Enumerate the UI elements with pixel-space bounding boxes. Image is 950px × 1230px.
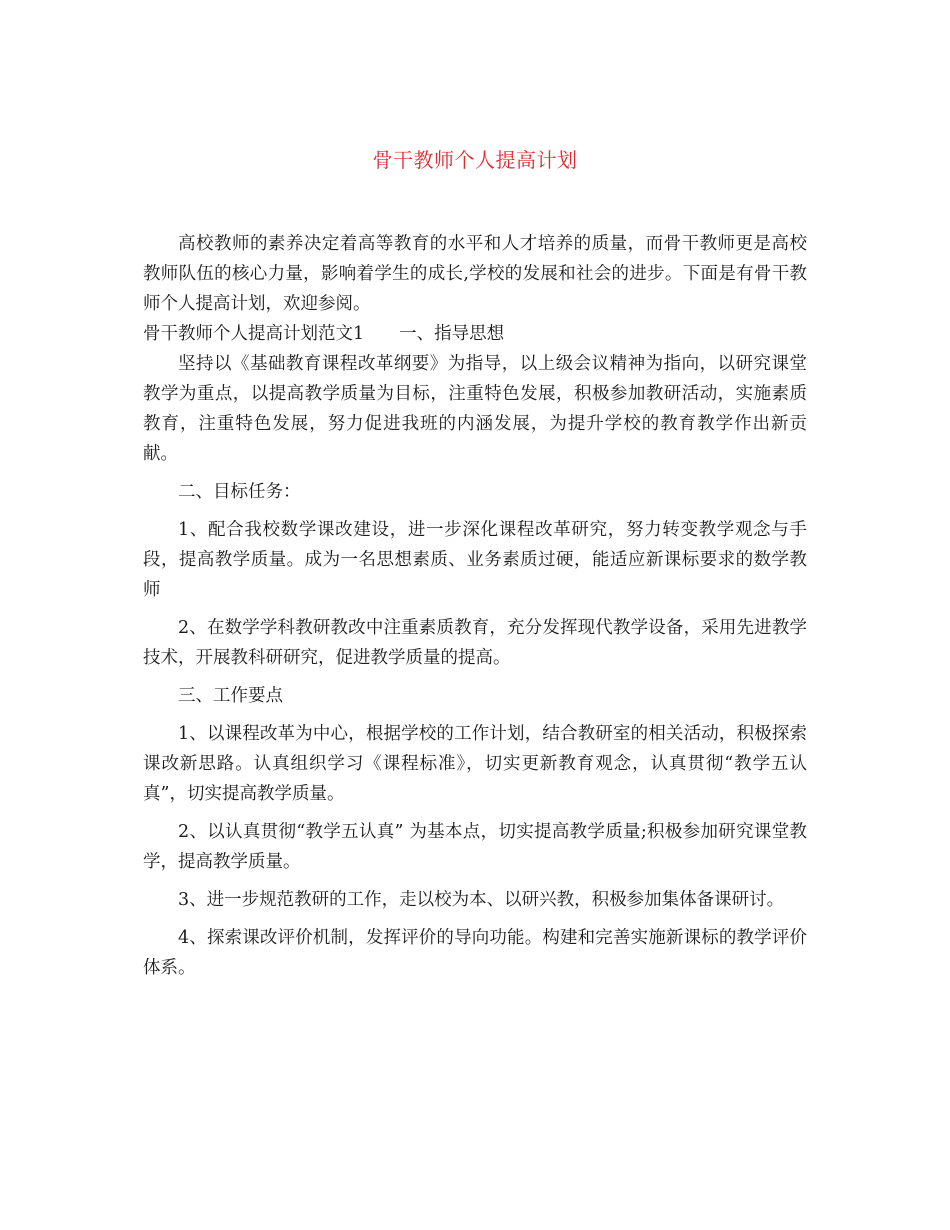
document-title: 骨干教师个人提高计划: [372, 148, 578, 172]
intro-paragraph: 高校教师的素养决定着高等教育的水平和人才培养的质量，而骨干教师更是高校教师队伍的核心力量，影响着学生的成长,学校的发展和社会的进步。下面是有骨干教师个人提高计划，欢迎参阅。: [143, 234, 807, 314]
section3-heading: 三、工作要点: [178, 686, 283, 706]
subtitle-line: 骨干教师个人提高计划范文1 一、指导思想: [143, 324, 505, 344]
section2-item-1: 1、配合我校数学课改建设，进一步深化课程改革研究，努力转变教学观念与手段，提高教学质量。成为一名思想素质、业务素质过硬，能适应新课标要求的数学教师: [143, 520, 807, 600]
section2-heading: 二、目标任务：: [178, 482, 301, 502]
section3-item-1: 1、以课程改革为中心，根据学校的工作计划，结合教研室的相关活动，积极探索课改新思路。认真组织学习《课程标准》，切实更新教育观念，认真贯彻“教学五认真”，切实提高教学质量。: [143, 724, 807, 804]
section3-item-4: 4、探索课改评价机制，发挥评价的导向功能。构建和完善实施新课标的教学评价体系。: [143, 928, 807, 978]
document-body: [143, 229, 807, 983]
section3-item-2: 2、以认真贯彻“教学五认真” 为基本点，切实提高教学质量;积极参加研究课堂教学，提高教学质量。: [143, 822, 807, 872]
guiding-paragraph: 坚持以《基础教育课程改革纲要》为指导，以上级会议精神为指向，以研究课堂教学为重点，以提高教学质量为目标，注重特色发展，积极参加教研活动，实施素质教育，注重特色发展，努力促进我班的内涵发展，为提升学校的教育教学作出新贡献。: [143, 354, 807, 464]
section2-item-2: 2、在数学学科教研教改中注重素质教育，充分发挥现代教学设备，采用先进教学技术，开展教科研研究，促进教学质量的提高。: [143, 618, 807, 668]
section3-item-3: 3、进一步规范教研的工作，走以校为本、以研兴教，积极参加集体备课研讨。: [178, 890, 785, 910]
